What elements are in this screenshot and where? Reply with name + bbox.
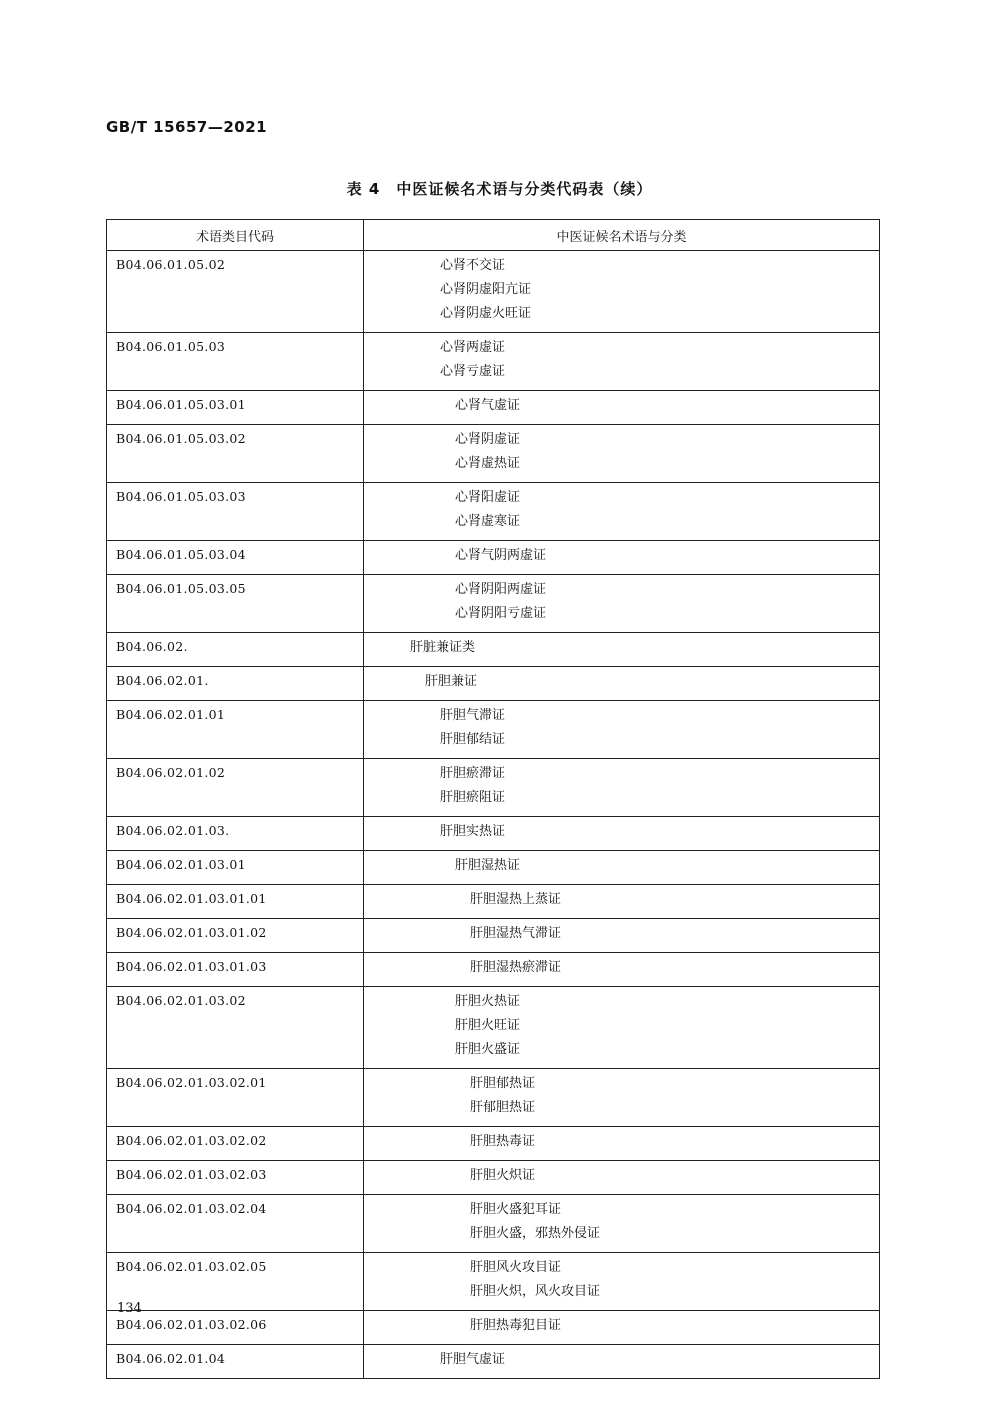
syndrome-term: 心肾虚热证 xyxy=(455,456,521,471)
syndrome-term: 肝胆气虚证 xyxy=(440,1352,506,1367)
table-title: 表 4 中医证候名术语与分类代码表（续） xyxy=(346,180,653,198)
syndrome-term: 心肾阴虚火旺证 xyxy=(440,306,532,321)
syndrome-term: 肝胆瘀阻证 xyxy=(440,790,506,805)
syndrome-term: 心肾阴虚证 xyxy=(455,432,521,447)
term-cell xyxy=(364,391,880,425)
term-cell xyxy=(364,817,880,851)
syndrome-term: 肝胆火盛犯耳证 xyxy=(470,1202,562,1217)
syndrome-term: 肝脏兼证类 xyxy=(410,640,476,655)
table-row xyxy=(107,701,880,759)
category-code: B04.06.01.05.03.05 xyxy=(107,575,364,633)
table-row xyxy=(107,667,880,701)
page-number: 134 xyxy=(117,1301,142,1316)
category-code: B04.06.02.01.04 xyxy=(107,1345,364,1379)
table-row xyxy=(107,953,880,987)
syndrome-term: 肝胆火热证 xyxy=(455,994,521,1009)
syndrome-term: 肝胆火旺证 xyxy=(455,1018,521,1033)
table-row xyxy=(107,885,880,919)
syndrome-term: 心肾不交证 xyxy=(440,258,506,273)
table-row xyxy=(107,1345,880,1379)
syndrome-term: 肝胆瘀滞证 xyxy=(440,766,506,781)
table-row xyxy=(107,919,880,953)
table-row xyxy=(107,759,880,817)
term-cell xyxy=(364,885,880,919)
category-code: B04.06.01.05.03.02 xyxy=(107,425,364,483)
syndrome-term: 肝胆气滞证 xyxy=(440,708,506,723)
term-cell xyxy=(364,1253,880,1311)
table-row xyxy=(107,633,880,667)
term-cell xyxy=(364,425,880,483)
term-cell xyxy=(364,667,880,701)
syndrome-term: 心肾阴阳两虚证 xyxy=(455,582,547,597)
term-cell xyxy=(364,483,880,541)
category-code: B04.06.02.01.03.02.04 xyxy=(107,1195,364,1253)
term-cell xyxy=(364,541,880,575)
term-cell xyxy=(364,1311,880,1345)
term-cell xyxy=(364,1127,880,1161)
table-row xyxy=(107,541,880,575)
table-row xyxy=(107,1161,880,1195)
syndrome-term: 心肾两虚证 xyxy=(440,340,506,355)
syndrome-term: 肝胆湿热上蒸证 xyxy=(470,892,562,907)
term-cell xyxy=(364,851,880,885)
term-cell xyxy=(364,987,880,1069)
category-code: B04.06.01.05.03.01 xyxy=(107,391,364,425)
term-cell xyxy=(364,919,880,953)
category-code: B04.06.02. xyxy=(107,633,364,667)
table-row xyxy=(107,251,880,333)
syndrome-term: 肝胆兼证 xyxy=(425,674,478,689)
table-row xyxy=(107,483,880,541)
category-code: B04.06.02.01.03.02.02 xyxy=(107,1127,364,1161)
syndrome-term: 心肾阴阳亏虚证 xyxy=(455,606,547,621)
syndrome-term: 肝郁胆热证 xyxy=(470,1100,536,1115)
syndrome-term: 肝胆火炽证 xyxy=(470,1168,536,1183)
syndrome-term: 肝胆热毒犯目证 xyxy=(470,1318,562,1333)
table-row xyxy=(107,851,880,885)
syndrome-term: 心肾亏虚证 xyxy=(440,364,506,379)
term-cell xyxy=(364,953,880,987)
syndrome-term: 肝胆郁结证 xyxy=(440,732,506,747)
table-row xyxy=(107,391,880,425)
syndrome-term: 肝胆湿热证 xyxy=(455,858,521,873)
term-cell xyxy=(364,633,880,667)
category-code: B04.06.02.01.03.02.03 xyxy=(107,1161,364,1195)
table-row xyxy=(107,333,880,391)
category-code: B04.06.02.01.03.01 xyxy=(107,851,364,885)
syndrome-term: 心肾阳虚证 xyxy=(455,490,521,505)
category-code: B04.06.02.01.03.01.02 xyxy=(107,919,364,953)
terminology-code-table xyxy=(106,219,880,1379)
table-row xyxy=(107,1195,880,1253)
term-cell xyxy=(364,1345,880,1379)
syndrome-term: 心肾气虚证 xyxy=(455,398,521,413)
table-row xyxy=(107,987,880,1069)
term-cell xyxy=(364,575,880,633)
term-cell xyxy=(364,701,880,759)
syndrome-term: 肝胆火炽，风火攻目证 xyxy=(470,1284,601,1299)
term-cell xyxy=(364,1161,880,1195)
column-header-code: 术语类目代码 xyxy=(107,220,364,251)
category-code: B04.06.02.01.03.02.05 xyxy=(107,1253,364,1311)
category-code: B04.06.01.05.03 xyxy=(107,333,364,391)
term-cell xyxy=(364,759,880,817)
syndrome-term: 肝胆热毒证 xyxy=(470,1134,536,1149)
syndrome-term: 肝胆火盛证 xyxy=(455,1042,521,1057)
column-header-term: 中医证候名术语与分类 xyxy=(364,220,880,251)
term-cell xyxy=(364,1195,880,1253)
syndrome-term: 心肾气阴两虚证 xyxy=(455,548,547,563)
category-code: B04.06.02.01.03.01.03 xyxy=(107,953,364,987)
category-code: B04.06.02.01.01 xyxy=(107,701,364,759)
table-row xyxy=(107,1069,880,1127)
syndrome-term: 心肾虚寒证 xyxy=(455,514,521,529)
syndrome-term: 肝胆郁热证 xyxy=(470,1076,536,1091)
category-code: B04.06.02.01.03.02.01 xyxy=(107,1069,364,1127)
standard-code: GB/T 15657—2021 xyxy=(106,118,268,136)
syndrome-term: 心肾阴虚阳亢证 xyxy=(440,282,532,297)
table-row xyxy=(107,1127,880,1161)
table-row xyxy=(107,575,880,633)
table-body xyxy=(107,251,880,1379)
table-header-row xyxy=(107,220,880,251)
term-cell xyxy=(364,333,880,391)
table-row xyxy=(107,425,880,483)
category-code: B04.06.02.01.02 xyxy=(107,759,364,817)
category-code: B04.06.01.05.02 xyxy=(107,251,364,333)
category-code: B04.06.02.01.03. xyxy=(107,817,364,851)
table-row xyxy=(107,1311,880,1345)
category-code: B04.06.02.01.03.02 xyxy=(107,987,364,1069)
table-row xyxy=(107,817,880,851)
category-code: B04.06.01.05.03.04 xyxy=(107,541,364,575)
term-cell xyxy=(364,1069,880,1127)
syndrome-term: 肝胆火盛，邪热外侵证 xyxy=(470,1226,601,1241)
syndrome-term: 肝胆风火攻目证 xyxy=(470,1260,562,1275)
category-code: B04.06.02.01.03.01.01 xyxy=(107,885,364,919)
syndrome-term: 肝胆实热证 xyxy=(440,824,506,839)
syndrome-term: 肝胆湿热气滞证 xyxy=(470,926,562,941)
category-code: B04.06.02.01. xyxy=(107,667,364,701)
category-code: B04.06.02.01.03.02.06 xyxy=(107,1311,364,1345)
table-row xyxy=(107,1253,880,1311)
syndrome-term: 肝胆湿热瘀滞证 xyxy=(470,960,562,975)
term-cell xyxy=(364,251,880,333)
category-code: B04.06.01.05.03.03 xyxy=(107,483,364,541)
